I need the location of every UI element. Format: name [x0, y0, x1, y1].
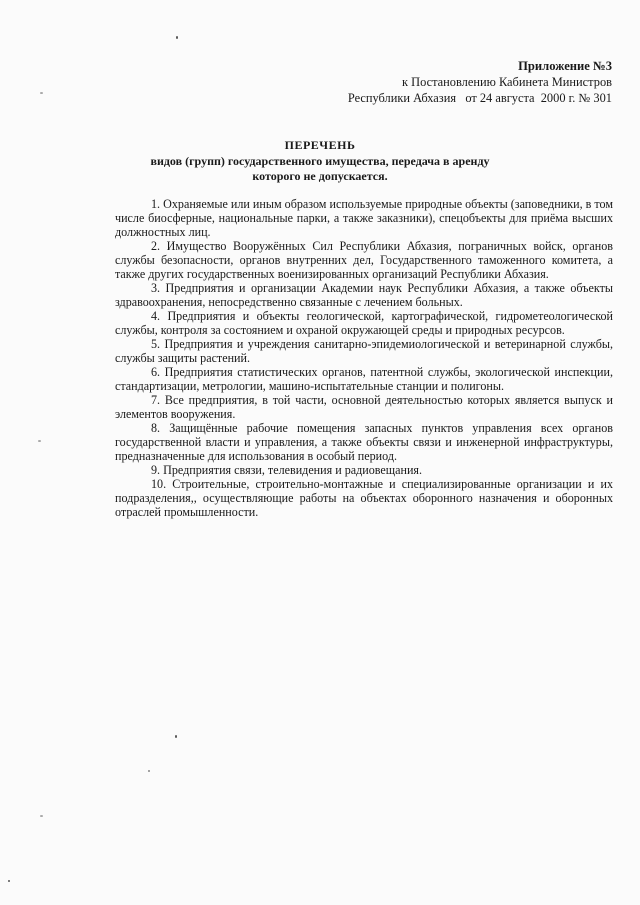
item-number: 7. [151, 393, 161, 407]
document-subtitle-2: которого не допускается. [252, 169, 388, 183]
item-text: Предприятия статистических органов, патентной службы, экологической инспекции, стандартизации, метрологии, машино-испытательные станции и полигоны. [115, 365, 613, 393]
item-text: Предприятия и организации Академии наук Республики Абхазия, а также объекты здравоохранения, непосредственно связанные с лечением больных. [115, 281, 613, 309]
scan-speck [40, 815, 43, 817]
scan-speck [8, 880, 10, 882]
scan-speck [175, 735, 177, 738]
item-number: 10. [151, 477, 167, 491]
item-text: Предприятия и учреждения санитарно-эпидемиологической и ветеринарной службы, службы защиты растений. [115, 337, 613, 365]
item-number: 1. [151, 197, 161, 211]
item-number: 4. [151, 309, 161, 323]
appendix-header [348, 58, 612, 106]
item-text: Защищённые рабочие помещения запасных пунктов управления всех органов государственной власти и управления, а также объекты связи и инженерной инфраструктуры, предназначенные для использования в особый период. [115, 421, 613, 463]
scan-speck [40, 92, 43, 94]
item-number: 6. [151, 365, 161, 379]
appendix-line-2: Республики Абхазия от 24 августа 2000 г. № 301 [347, 91, 612, 105]
scan-speck [38, 440, 41, 442]
list-item [115, 197, 613, 239]
scan-speck [176, 36, 178, 39]
list-item [115, 239, 613, 281]
item-text: Охраняемые или иным образом используемые природные объекты (заповедники, в том числе биосферные, национальные парки, а также заказники), спецобъекты для приёма высших должностных лиц. [115, 197, 613, 239]
item-text: Все предприятия, в той части, основной деятельностью которых является выпуск и элементов вооружения. [115, 393, 613, 421]
document-title: ПЕРЕЧЕНЬ [284, 138, 356, 152]
appendix-title: Приложение №3 [518, 59, 612, 73]
document-subtitle-1: видов (групп) государственного имущества, передача в аренду [150, 154, 490, 168]
item-number: 5. [151, 337, 161, 351]
items-list [115, 197, 613, 519]
item-text: Предприятия и объекты геологической, картографической, гидрометеологической службы, контроля за состоянием и охраной окружающей среды и природных ресурсов. [115, 309, 613, 337]
list-item [115, 477, 613, 519]
list-item [115, 365, 613, 393]
list-item [115, 421, 613, 463]
item-text: Имущество Вооружённых Сил Республики Абхазия, пограничных войск, органов службы безопасности, органов внутренних дел, Государственного таможенного комитета, а также других государственных военизированных организаций Республики Абхазия. [115, 239, 613, 281]
item-number: 9. [151, 463, 161, 477]
appendix-line-1: к Постановлению Кабинета Министров [402, 75, 612, 89]
list-item [115, 309, 613, 337]
item-text: Предприятия связи, телевидения и радиовещания. [163, 463, 423, 477]
list-item [115, 281, 613, 309]
list-item [115, 337, 613, 365]
item-text: Строительные, строительно-монтажные и специализированные организации и их подразделения,, осуществляющие работы на объектах оборонного назначения и оборонных отраслей промышленности. [115, 477, 613, 519]
list-item [115, 393, 613, 421]
list-item [115, 463, 613, 477]
document-heading [0, 138, 640, 184]
item-number: 3. [151, 281, 161, 295]
item-number: 8. [151, 421, 161, 435]
scan-speck [148, 770, 150, 772]
item-number: 2. [151, 239, 161, 253]
